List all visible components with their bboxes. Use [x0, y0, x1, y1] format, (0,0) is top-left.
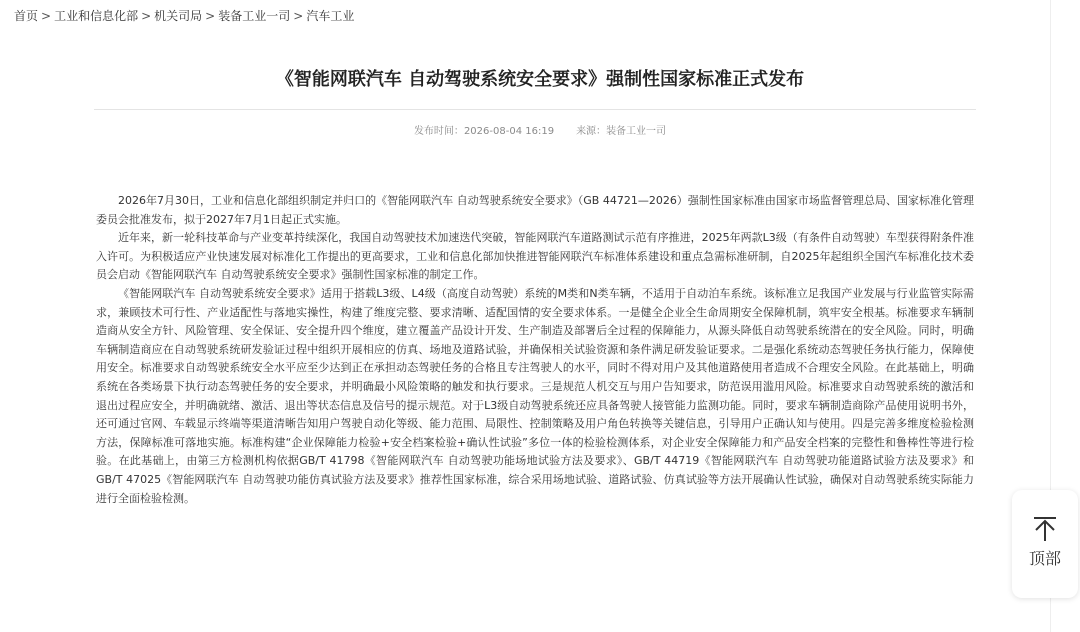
publish-time: 2026-08-04 16:19 — [463, 126, 555, 137]
article-meta — [0, 124, 1080, 140]
article-paragraph-1: 2026年7月30日，工业和信息化部组织制定并归口的《智能网联汽车 自动驾驶系统安全要求》（GB 44721—2026）强制性国家标准由国家市场监督管理总局、国家标准化管理委员会批准发布，拟于2027年7月1日起正式实施。 — [96, 194, 974, 226]
breadcrumb-separator: > — [293, 9, 304, 23]
article-title: 《智能网联汽车 自动驾驶系统安全要求》强制性国家标准正式发布 — [275, 69, 805, 90]
title-divider — [94, 109, 976, 110]
breadcrumb-separator: > — [141, 9, 152, 23]
article-body — [96, 192, 974, 508]
breadcrumb-separator: > — [205, 9, 216, 23]
source: 装备工业一司 — [606, 126, 667, 137]
breadcrumb-auto-industry[interactable]: 汽车工业 — [306, 9, 355, 23]
back-to-top-label: 顶部 — [1028, 549, 1061, 568]
breadcrumb-home[interactable]: 首页 — [14, 9, 39, 23]
breadcrumb — [14, 7, 354, 25]
back-to-top-button[interactable] — [1012, 490, 1078, 598]
breadcrumb-ministry[interactable]: 工业和信息化部 — [54, 9, 139, 23]
breadcrumb-equipment-dept[interactable]: 装备工业一司 — [218, 9, 291, 23]
article-paragraph-3: 《智能网联汽车 自动驾驶系统安全要求》适用于搭载L3级、L4级（高度自动驾驶）系统的M类和N类车辆，不适用于自动泊车系统。该标准立足我国产业发展与行业监管实际需求，兼顾技术可行性、产业适配性与落地实操性，构建了维度完整、要求清晰、适配国情的安全要求体系。一是健全企业全生命周期安全保障机制，筑牢安全根基。标准要求车辆制造商从安全方针、风险管理、安全保证、安全提升四个维度，建立覆盖产品设计开发、生产制造及部署后全过程的保障能力，从源头降低自动驾驶系统潜在的安全风险。同时，明确车辆制造商应在自动驾驶系统研发验证过程中组织开展相应的仿真、场地及道路试验，并确保相关试验资源和条件满足研发验证要求。二是强化系统动态驾驶任务执行能力，保障使用安全。标准要求自动驾驶系统安全水平应至少达到正在承担动态驾驶任务的合格且专注驾驶人的水平，同时不得对用户及其他道路使用者造成不合理安全风险。在此基础上，明确系统在各类场景下执行动态驾驶任务的安全要求，并明确最小风险策略的触发和执行要求。三是规范人机交互与用户告知要求，防范误用滥用风险。标准要求自动驾驶系统的激活和退出过程应安全，并明确就绪、激活、退出等状态信息及信号的提示规范。对于L3级自动驾驶系统还应具备驾驶人接管能力监测功能。同时，要求车辆制造商除产品使用说明书外，还可通过官网、车载显示终端等渠道清晰告知用户驾驶自动化等级、能力范围、局限性、控制策略及用户角色转换等关键信息，引导用户正确认知与使用。四是完善多维度检验检测方法，保障标准可落地实施。标准构建“企业保障能力检验+安全档案检验+确认性试验”多位一体的检验检测体系，对企业安全保障能力和产品安全档案的完整性和鲁棒性等进行检验。在此基础上，由第三方检测机构依据GB/T 41798《智能网联汽车 自动驾驶功能场地试验方法及要求》、GB/T 44719《智能网联汽车 自动驾驶功能道路试验方法及要求》和GB/T 47025《智能网联汽车 自动驾驶功能仿真试验方法及要求》推荐性国家标准，综合采用场地试验、道路试验、仿真试验等方法开展确认性试验，确保对自动驾驶系统实际能力进行全面检验检测。 — [96, 286, 974, 505]
arrow-up-to-top-icon — [1033, 516, 1057, 542]
source-label: 来源： — [576, 126, 607, 137]
breadcrumb-departments[interactable]: 机关司局 — [154, 9, 203, 23]
breadcrumb-separator: > — [41, 9, 52, 23]
publish-time-label: 发布时间： — [413, 126, 464, 137]
article-paragraph-2: 近年来，新一轮科技革命与产业变革持续深化，我国自动驾驶技术加速迭代突破，智能网联汽车道路测试示范有序推进，2025年两款L3级（有条件自动驾驶）车型获得附条件准入许可。为积极适应产业快速发展对标准化工作提出的更高要求，工业和信息化部加快推进智能网联汽车标准体系建设和重点急需标准研制，自2025年起组织全国汽车标准化技术委员会启动《智能网联汽车 自动驾驶系统安全要求》强制性国家标准的制定工作。 — [96, 231, 974, 282]
